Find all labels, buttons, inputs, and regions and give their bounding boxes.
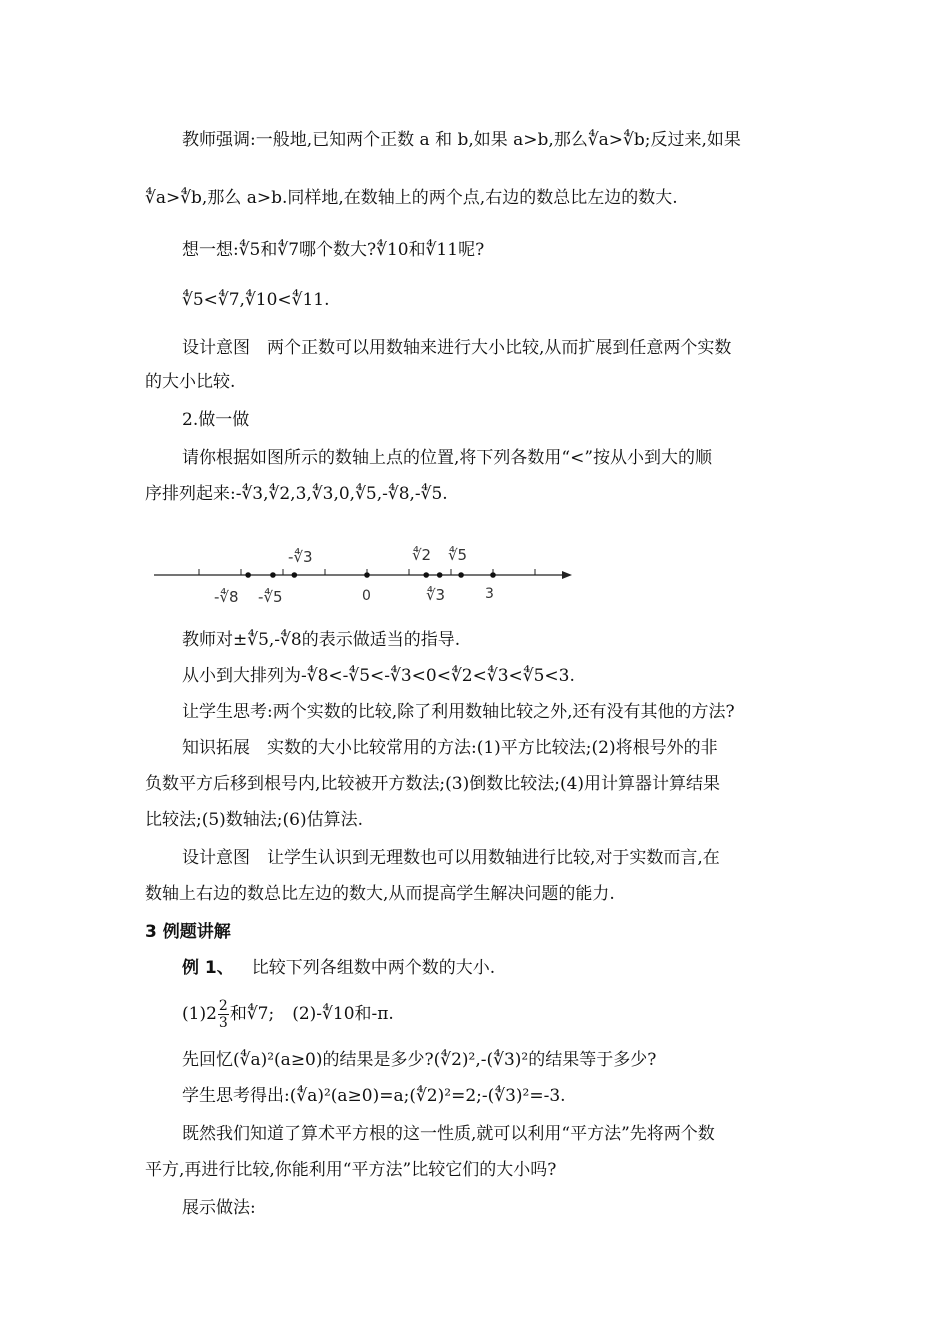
fraction-numerator: 2 xyxy=(218,998,228,1014)
paragraph-teacher-emphasis-1: 教师强调:一般地,已知两个正数 a 和 b,如果 a>b,那么∜a>∜b;反过来,如果 xyxy=(182,130,741,150)
label-three: 3 xyxy=(485,586,494,602)
paragraph-student-think: 让学生思考:两个实数的比较,除了利用数轴比较之外,还有没有其他的方法? xyxy=(182,702,735,722)
label-neg-sqrt5: -∜5 xyxy=(258,588,283,606)
paragraph-teacher-emphasis-2: ∜a>∜b,那么 a>b.同样地,在数轴上的两个点,右边的数总比左边的数大. xyxy=(145,188,678,208)
example-1-statement xyxy=(182,956,495,980)
paragraph-square-method-2: 平方,再进行比较,你能利用“平方法”比较它们的大小吗? xyxy=(145,1160,557,1180)
label-zero: 0 xyxy=(362,588,371,604)
paragraph-think-answer: ∜5<∜7,∜10<∜11. xyxy=(182,290,330,310)
number-line-labels xyxy=(214,546,494,606)
example-label: 例 1、 xyxy=(182,958,234,978)
label-neg-sqrt8: -∜8 xyxy=(214,588,239,606)
paragraph-order-instruction-2: 序排列起来:-∜3,∜2,3,∜3,0,∜5,-∜8,-∜5. xyxy=(145,484,448,504)
paragraph-order-result: 从小到大排列为-∜8<-∜5<-∜3<0<∜2<∜3<∜5<3. xyxy=(182,666,575,686)
paragraph-think-question: 想一想:∜5和∜7哪个数大?∜10和∜11呢? xyxy=(182,240,485,260)
axis-arrow-icon xyxy=(562,571,572,579)
label-neg-sqrt3: -∜3 xyxy=(288,548,313,566)
paragraph-design-intent-1: 设计意图 两个正数可以用数轴来进行大小比较,从而扩展到任意两个实数 xyxy=(182,338,732,358)
paragraph-knowledge-expand-1: 知识拓展 实数的大小比较常用的方法:(1)平方比较法;(2)将根号外的非 xyxy=(182,738,718,758)
point-sqrt3 xyxy=(437,572,443,578)
point-sqrt2 xyxy=(423,572,429,578)
paragraph-knowledge-expand-2: 负数平方后移到根号内,比较被开方数法;(3)倒数比较法;(4)用计算器计算结果 xyxy=(145,774,721,794)
fraction-two-thirds xyxy=(218,998,229,1031)
section-heading: 3 例题讲解 xyxy=(145,922,231,942)
paragraph-student-conclusion: 学生思考得出:(∜a)²(a≥0)=a;(∜2)²=2;-(∜3)²=-3. xyxy=(182,1086,566,1106)
example-item2: (2)-∜10和-π. xyxy=(292,1004,394,1024)
paragraph-show-method: 展示做法: xyxy=(182,1198,256,1218)
paragraph-order-instruction-1: 请你根据如图所示的数轴上点的位置,将下列各数用“<”按从小到大的顺 xyxy=(182,448,713,468)
example-item1-prefix: (1)2 xyxy=(182,1004,217,1024)
paragraph-design-intent-2: 设计意图 让学生认识到无理数也可以用数轴进行比较,对于实数而言,在 xyxy=(182,848,720,868)
paragraph-square-method-1: 既然我们知道了算术平方根的这一性质,就可以利用“平方法”先将两个数 xyxy=(182,1124,715,1144)
example-item1-suffix: 和∜7; xyxy=(229,1004,275,1024)
paragraph-teacher-guidance: 教师对±∜5,-∜8的表示做适当的指导. xyxy=(182,630,461,650)
number-line-axis xyxy=(154,571,572,579)
number-line-figure xyxy=(150,540,590,612)
subheading-do-it: 2.做一做 xyxy=(182,410,250,430)
label-sqrt2: ∜2 xyxy=(412,546,432,564)
paragraph-design-intent-2-cont: 数轴上右边的数总比左边的数大,从而提高学生解决问题的能力. xyxy=(145,884,615,904)
point-neg-sqrt8 xyxy=(245,572,251,578)
point-zero xyxy=(364,572,370,578)
paragraph-knowledge-expand-3: 比较法;(5)数轴法;(6)估算法. xyxy=(145,810,364,830)
example-1-items xyxy=(182,998,394,1031)
point-three xyxy=(490,572,496,578)
point-neg-sqrt5 xyxy=(270,572,276,578)
fraction-denominator: 3 xyxy=(218,1015,228,1031)
paragraph-design-intent-1-cont: 的大小比较. xyxy=(145,372,236,392)
point-neg-sqrt3 xyxy=(292,572,298,578)
example-text: 比较下列各组数中两个数的大小. xyxy=(251,958,496,978)
point-sqrt5 xyxy=(458,572,464,578)
label-sqrt3: ∜3 xyxy=(426,586,446,604)
paragraph-recall-question: 先回忆(∜a)²(a≥0)的结果是多少?(∜2)²,-(∜3)²的结果等于多少? xyxy=(182,1050,657,1070)
label-sqrt5: ∜5 xyxy=(448,546,468,564)
